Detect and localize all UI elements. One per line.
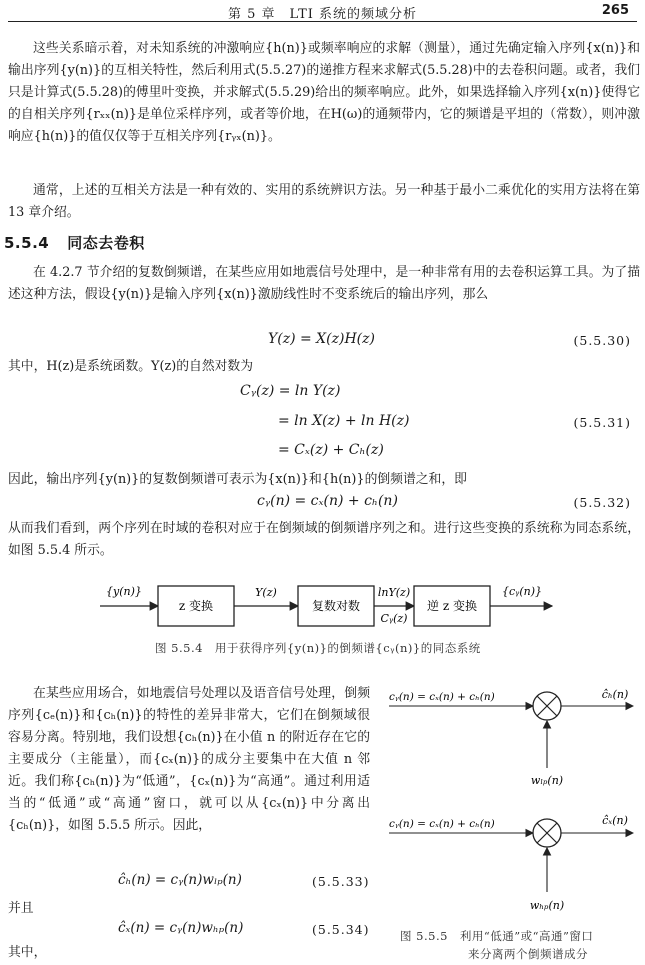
paragraph-natural-log: 其中，H(z)是系统函数。Y(z)的自然对数为 [8,359,254,374]
chapter-title: 第 5 章 LTI 系统的频域分析 [227,7,418,22]
lnyz-label: lnY(z) [377,586,411,599]
section-title: 同态去卷积 [67,234,145,252]
equation-number-5-5-31: (5.5.31) [573,415,631,430]
paragraph-where: 其中， [8,945,47,960]
equation-number-5-5-34: (5.5.34) [312,922,370,937]
z-transform-label: z 变换 [178,599,214,613]
figure-5-5-5-diagram [385,684,640,920]
figure-5-5-4-caption: 图 5.5.4 用于获得序列{y(n)}的倒频谱{cᵧ(n)}的同态系统 [155,641,481,655]
top-window-label: wₗₚ(n) [530,774,564,787]
paragraph-and: 并且 [8,901,34,916]
paragraph-cepstrum-sum: 因此，输出序列{y(n)}的复数倒频谱可表示为{x(n)}和{h(n)}的倒频谱之和，即 [8,472,467,487]
paragraph-complex-cepstrum-intro: 在 4.2.7 节介绍的复数倒频谱，在某些应用如地震信号处理中，是一种非常有用的去卷积运算工具。为了描述这种方法，假设{y(n)}是输入序列{x(n)}激励线性时不变系统后的输出序列，那么 [8,265,640,302]
input-signal-label: {y(n)} [106,585,142,598]
figure-5-5-5-caption-line2: 来分离两个倒频谱成分 [468,947,588,961]
paragraph-homomorphic-system: 从而我们看到，两个序列在时域的卷积对应于在倒频域的倒频谱序列之和。进行这些变换的系统称为同态系统，如图 5.5.4 所示。 [8,521,640,558]
bottom-input-label: cᵧ(n) = cₓ(n) + cₕ(n) [389,818,495,830]
equation-5-5-34: ĉₓ(n) = cᵧ(n)wₕₚ(n) [118,920,244,936]
header-rule [8,21,637,22]
bottom-output-label: ĉₓ(n) [602,814,628,827]
equation-5-5-31-line3: = Cₓ(z) + Cₕ(z) [278,442,384,458]
equation-5-5-33: ĉₕ(n) = cᵧ(n)wₗₚ(n) [118,872,242,888]
paragraph-crosscorrelation-method: 通常，上述的互相关方法是一种有效的、实用的系统辨识方法。另一种基于最小二乘优化的实用方法将在第 13 章介绍。 [8,183,640,220]
top-input-label: cᵧ(n) = cₓ(n) + cₕ(n) [389,691,495,703]
section-heading [4,232,145,253]
paragraph-system-identification: 这些关系暗示着，对未知系统的冲激响应{h(n)}或频率响应的求解（测量），通过先确定输入序列{x(n)}和输出序列{y(n)}的互相关特性，然后利用式(5.5.27)的递推方程来求解式(5.5.28)中的去卷积问题。或者，我们只是计算式(5.5.28)的傅里叶变换，并求解式(5.5.29)给出的频率响应。此外，如果选择输入序列{x(n)}使得它的自相关序列{rₓₓ(n)}是单位采样序列，或者等价地，在H(ω)的通频带内，它的频谱是平坦的（常数），则冲激响应{h(n)}的值仅仅等于互相关序列{rᵧₓ(n)}。 [8,41,640,144]
output-signal-label: {cᵧ(n)} [502,585,542,598]
cyz-label: Cᵧ(z) [380,612,408,625]
page-number: 265 [601,3,629,18]
inverse-z-transform-label: 逆 z 变换 [427,599,477,613]
equation-5-5-30: Y(z) = X(z)H(z) [268,331,375,347]
top-output-label: ĉₕ(n) [601,688,629,701]
figure-5-5-4-diagram [100,578,560,636]
equation-number-5-5-30: (5.5.30) [573,333,631,348]
equation-number-5-5-32: (5.5.32) [573,495,631,510]
section-number: 5.5.4 [4,234,50,252]
equation-number-5-5-33: (5.5.33) [312,874,370,889]
yz-label: Y(z) [255,586,277,599]
complex-log-label: 复数对数 [311,599,361,613]
page-header [0,0,645,22]
equation-5-5-31-line1: Cᵧ(z) = ln Y(z) [240,383,341,399]
bottom-window-label: wₕₚ(n) [529,899,565,912]
figure-5-5-5-caption-line1: 图 5.5.5 利用“低通”或“高通”窗口 [400,929,594,943]
paragraph-lifter-separation: 在某些应用场合，如地震信号处理以及语音信号处理，倒频序列{cₑ(n)}和{cₕ(n)}的特性的差异非常大，它们在倒频域很容易分离。特别地，我们设想{cₕ(n)}在小值 n 的附近存在它的主要成分（主能量），而{cₓ(n)}的成分主要集中在大值 n 邻近。我们称{cₕ(n)}为“低通”，{cₓ(n)}为“高通”。通过利用适当的“低通”或“高通”窗口，就可以从{cₓ(n)}中分离出{cₕ(n)}，如图 5.5.5 所示。因此， [8,686,370,833]
equation-5-5-32: cᵧ(n) = cₓ(n) + cₕ(n) [257,493,398,509]
equation-5-5-31-line2: = ln X(z) + ln H(z) [278,413,410,429]
